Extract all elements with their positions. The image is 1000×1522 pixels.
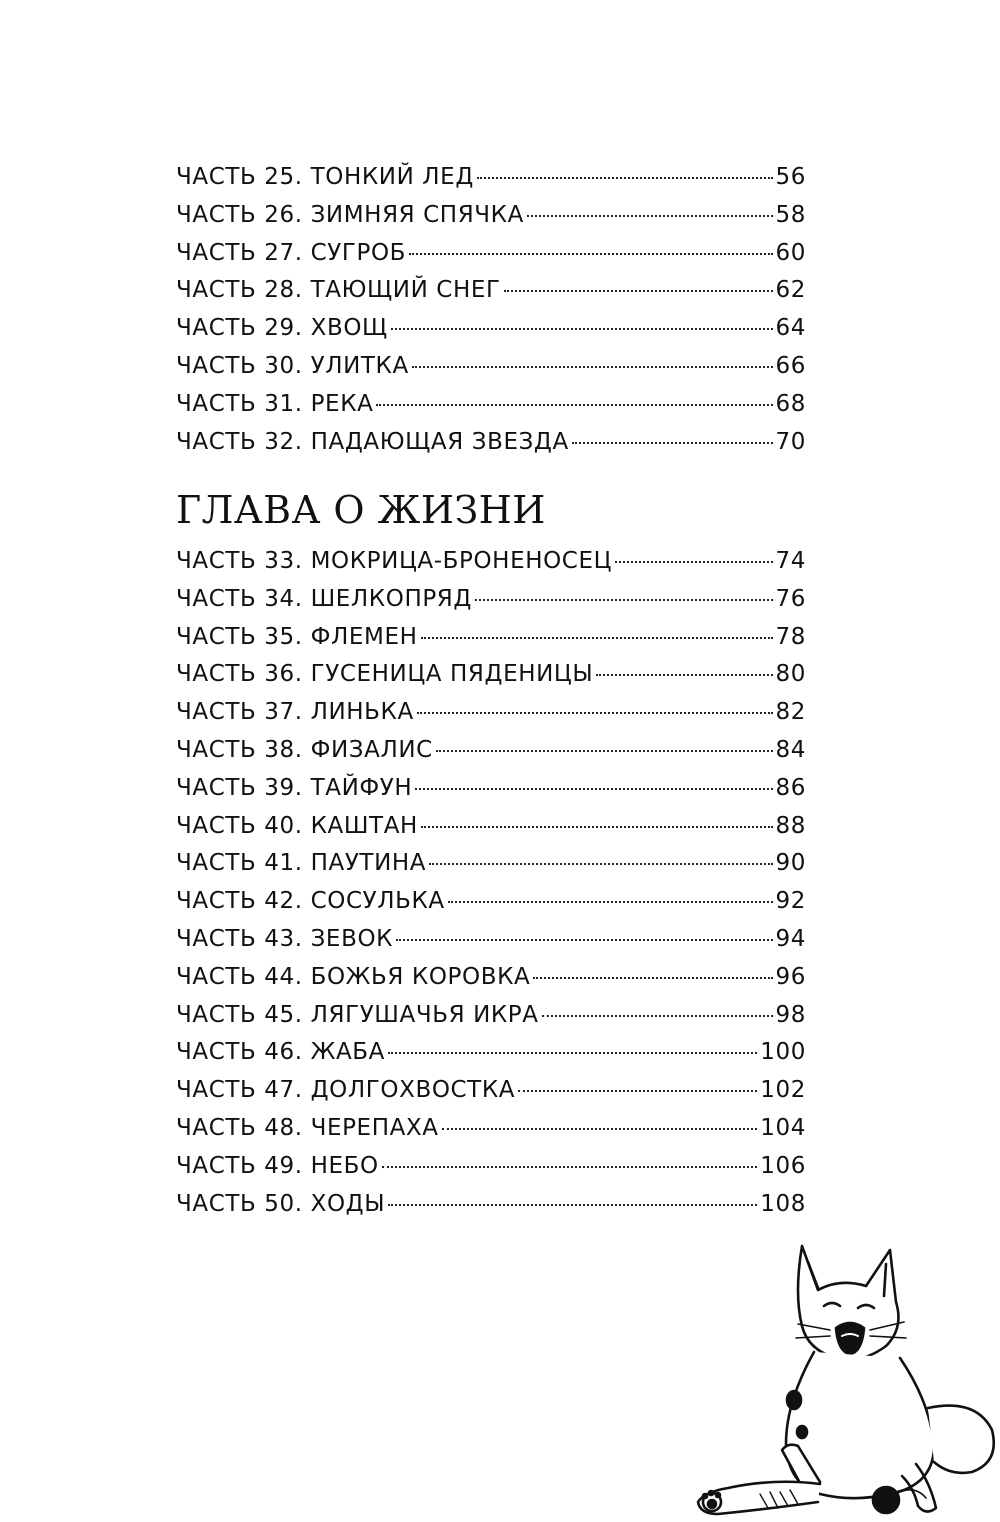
toc-entry[interactable] — [176, 548, 806, 586]
toc-entry-title: ЧАСТЬ 26. ЗИМНЯЯ СПЯЧКА — [176, 201, 524, 228]
toc-entry[interactable] — [176, 624, 806, 662]
toc-entry-page: 80 — [775, 661, 806, 688]
toc-entry-page: 62 — [775, 277, 806, 304]
toc-entry-title: ЧАСТЬ 29. ХВОЩ — [176, 315, 388, 342]
toc-entry-page: 88 — [775, 812, 806, 839]
toc-entry-page: 102 — [760, 1077, 806, 1104]
toc-entry-title: ЧАСТЬ 39. ТАЙФУН — [176, 774, 413, 801]
toc-entry-title: ЧАСТЬ 43. ЗЕВОК — [176, 925, 394, 952]
toc-entry-title: ЧАСТЬ 44. БОЖЬЯ КОРОВКА — [176, 963, 531, 990]
toc-entry[interactable] — [176, 661, 806, 699]
toc-entry-page: 94 — [775, 925, 806, 952]
toc-entry-page: 86 — [775, 774, 806, 801]
toc-entry-page: 68 — [775, 390, 806, 417]
toc-leader-dots — [376, 404, 772, 406]
toc-leader-dots — [572, 442, 773, 444]
toc-entry-title: ЧАСТЬ 40. КАШТАН — [176, 812, 418, 839]
toc-section-2 — [176, 548, 806, 1228]
toc-entry-page: 100 — [760, 1039, 806, 1066]
toc-entry-title: ЧАСТЬ 30. УЛИТКА — [176, 352, 409, 379]
toc-leader-dots — [415, 788, 772, 790]
toc-entry-title: ЧАСТЬ 33. МОКРИЦА-БРОНЕНОСЕЦ — [176, 548, 613, 574]
toc-entry[interactable] — [176, 737, 806, 775]
toc-entry-page: 76 — [775, 585, 806, 612]
toc-leader-dots — [615, 561, 772, 563]
toc-entry[interactable] — [176, 888, 806, 926]
toc-leader-dots — [417, 712, 773, 714]
toc-entry-title: ЧАСТЬ 42. СОСУЛЬКА — [176, 888, 445, 915]
toc-entry-title: ЧАСТЬ 46. ЖАБА — [176, 1039, 386, 1066]
toc-entry-page: 64 — [775, 315, 806, 342]
toc-entry[interactable] — [176, 277, 806, 315]
toc-leader-dots — [412, 366, 773, 368]
toc-entry[interactable] — [176, 429, 806, 467]
toc-entry-title: ЧАСТЬ 27. СУГРОБ — [176, 239, 407, 266]
toc-entry-page: 108 — [760, 1190, 806, 1217]
toc-leader-dots — [436, 750, 773, 752]
toc-entry-page: 58 — [775, 201, 806, 228]
toc-leader-dots — [527, 215, 773, 217]
toc-entry[interactable] — [176, 164, 806, 202]
toc-entry[interactable] — [176, 586, 806, 624]
toc-entry-title: ЧАСТЬ 36. ГУСЕНИЦА ПЯДЕНИЦЫ — [176, 661, 594, 688]
toc-entry[interactable] — [176, 240, 806, 278]
toc-leader-dots — [504, 290, 773, 292]
toc-entry-page: 74 — [775, 548, 806, 574]
toc-entry-page: 60 — [775, 239, 806, 266]
toc-entry-page: 66 — [775, 352, 806, 379]
toc-entry[interactable] — [176, 1153, 806, 1191]
toc-entry-title: ЧАСТЬ 34. ШЕЛКОПРЯД — [176, 585, 472, 612]
toc-entry-title: ЧАСТЬ 28. ТАЮЩИЙ СНЕГ — [176, 277, 501, 304]
toc-leader-dots — [518, 1090, 757, 1092]
toc-entry-page: 104 — [760, 1114, 806, 1141]
toc-entry-title: ЧАСТЬ 35. ФЛЕМЕН — [176, 623, 418, 650]
toc-leader-dots — [409, 253, 772, 255]
toc-leader-dots — [542, 1015, 773, 1017]
toc-leader-dots — [477, 177, 773, 179]
toc-entry[interactable] — [176, 926, 806, 964]
toc-entry-title: ЧАСТЬ 49. НЕБО — [176, 1152, 379, 1179]
toc-entry-title: ЧАСТЬ 32. ПАДАЮЩАЯ ЗВЕЗДА — [176, 428, 569, 455]
toc-leader-dots — [421, 637, 773, 639]
toc-entry-page: 56 — [775, 164, 806, 190]
toc-entry-title: ЧАСТЬ 50. ХОДЫ — [176, 1190, 386, 1217]
toc-entry-page: 96 — [775, 963, 806, 990]
toc-entry-title: ЧАСТЬ 37. ЛИНЬКА — [176, 699, 414, 726]
toc-entry[interactable] — [176, 315, 806, 353]
toc-leader-dots — [391, 328, 773, 330]
toc-leader-dots — [388, 1204, 757, 1206]
toc-leader-dots — [388, 1052, 757, 1054]
toc-entry-title: ЧАСТЬ 45. ЛЯГУШАЧЬЯ ИКРА — [176, 1001, 539, 1028]
toc-entry[interactable] — [176, 202, 806, 240]
toc-leader-dots — [429, 863, 772, 865]
toc-leader-dots — [396, 939, 772, 941]
toc-entry-title: ЧАСТЬ 31. РЕКА — [176, 390, 374, 417]
toc-entry-title: ЧАСТЬ 41. ПАУТИНА — [176, 850, 427, 877]
toc-section-1 — [176, 164, 806, 466]
toc-entry[interactable] — [176, 964, 806, 1002]
toc-entry-title: ЧАСТЬ 47. ДОЛГОХВОСТКА — [176, 1077, 516, 1104]
toc-entry[interactable] — [176, 1039, 806, 1077]
toc-leader-dots — [475, 599, 773, 601]
toc-entry[interactable] — [176, 391, 806, 429]
toc-entry-page: 90 — [775, 850, 806, 877]
yawning-cat-illustration — [690, 1232, 1000, 1522]
toc-entry-page: 92 — [775, 888, 806, 915]
toc-entry-title: ЧАСТЬ 38. ФИЗАЛИС — [176, 736, 433, 763]
toc-leader-dots — [533, 977, 772, 979]
toc-entry[interactable] — [176, 353, 806, 391]
toc-leader-dots — [596, 674, 772, 676]
toc-leader-dots — [448, 901, 773, 903]
toc-entry-page: 78 — [775, 623, 806, 650]
toc-entry-page: 70 — [775, 428, 806, 455]
toc-entry[interactable] — [176, 775, 806, 813]
toc-entry[interactable] — [176, 850, 806, 888]
toc-entry[interactable] — [176, 1002, 806, 1040]
toc-entry[interactable] — [176, 1115, 806, 1153]
toc-entry-page: 82 — [775, 699, 806, 726]
toc-entry-page: 106 — [760, 1152, 806, 1179]
toc-entry-title: ЧАСТЬ 25. ТОНКИЙ ЛЕД — [176, 164, 474, 190]
toc-entry[interactable] — [176, 699, 806, 737]
toc-entry[interactable] — [176, 813, 806, 851]
toc-entry[interactable] — [176, 1077, 806, 1115]
toc-leader-dots — [442, 1128, 758, 1130]
toc-entry-page: 98 — [775, 1001, 806, 1028]
toc-leader-dots — [421, 826, 773, 828]
toc-entry-page: 84 — [775, 736, 806, 763]
toc-entry[interactable] — [176, 1191, 806, 1229]
toc-leader-dots — [382, 1166, 758, 1168]
toc-entry-title: ЧАСТЬ 48. ЧЕРЕПАХА — [176, 1114, 439, 1141]
chapter-heading: ГЛАВА О ЖИЗНИ — [176, 488, 546, 532]
